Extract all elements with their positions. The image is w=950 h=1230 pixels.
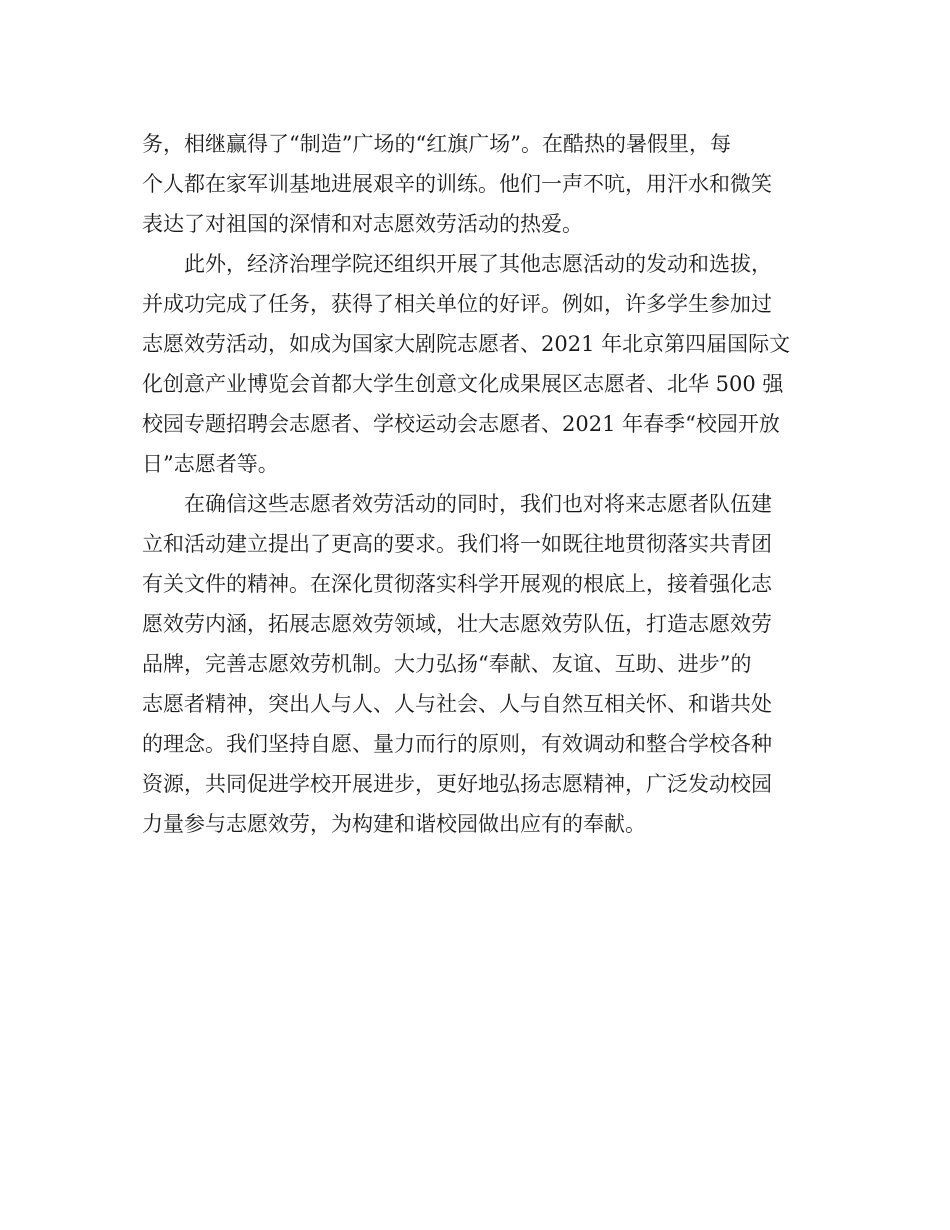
text-line: 资源，共同促进学校开展进步，更好地弘扬志愿精神，广泛发动校园: [142, 772, 772, 796]
text-line: 个人都在家军训基地进展艰辛的训练。他们一声不吭，用汗水和微笑: [142, 172, 772, 196]
text-line: 务，相继赢得了“制造”广场的“红旗广场”。在酷热的暑假里，每: [142, 132, 731, 156]
text-line: 在确信这些志愿者效劳活动的同时，我们也对将来志愿者队伍建: [142, 492, 772, 516]
text-line: 日”志愿者等。: [142, 452, 279, 476]
text-line: 立和活动建立提出了更高的要求。我们将一如既往地贯彻落实共青团: [142, 532, 772, 556]
paragraph-3: [142, 484, 810, 844]
document-body: [142, 124, 810, 844]
text-line: 志愿者精神，突出人与人、人与社会、人与自然互相关怀、和谐共处: [142, 692, 772, 716]
paragraph-1: [142, 124, 810, 244]
text-line: 表达了对祖国的深情和对志愿效劳活动的热爱。: [142, 212, 583, 236]
text-line: 愿效劳内涵，拓展志愿效劳领域，壮大志愿效劳队伍，打造志愿效劳: [142, 612, 772, 636]
paragraph-2: [142, 244, 810, 484]
text-line: 此外，经济治理学院还组织开展了其他志愿活动的发动和选拔，: [142, 252, 772, 276]
text-line: 志愿效劳活动，如成为国家大剧院志愿者、2021 年北京第四届国际文: [142, 332, 791, 356]
text-line: 校园专题招聘会志愿者、学校运动会志愿者、2021 年春季“校园开放: [142, 412, 780, 436]
text-line: 化创意产业博览会首都大学生创意文化成果展区志愿者、北华 500 强: [142, 372, 784, 396]
text-line: 并成功完成了任务，获得了相关单位的好评。例如，许多学生参加过: [142, 292, 772, 316]
text-line: 有关文件的精神。在深化贯彻落实科学开展观的根底上，接着强化志: [142, 572, 772, 596]
text-line: 的理念。我们坚持自愿、量力而行的原则，有效调动和整合学校各种: [142, 732, 772, 756]
text-line: 力量参与志愿效劳，为构建和谐校园做出应有的奉献。: [142, 812, 646, 836]
text-line: 品牌，完善志愿效劳机制。大力弘扬“奉献、友谊、互助、进步”的: [142, 652, 752, 676]
